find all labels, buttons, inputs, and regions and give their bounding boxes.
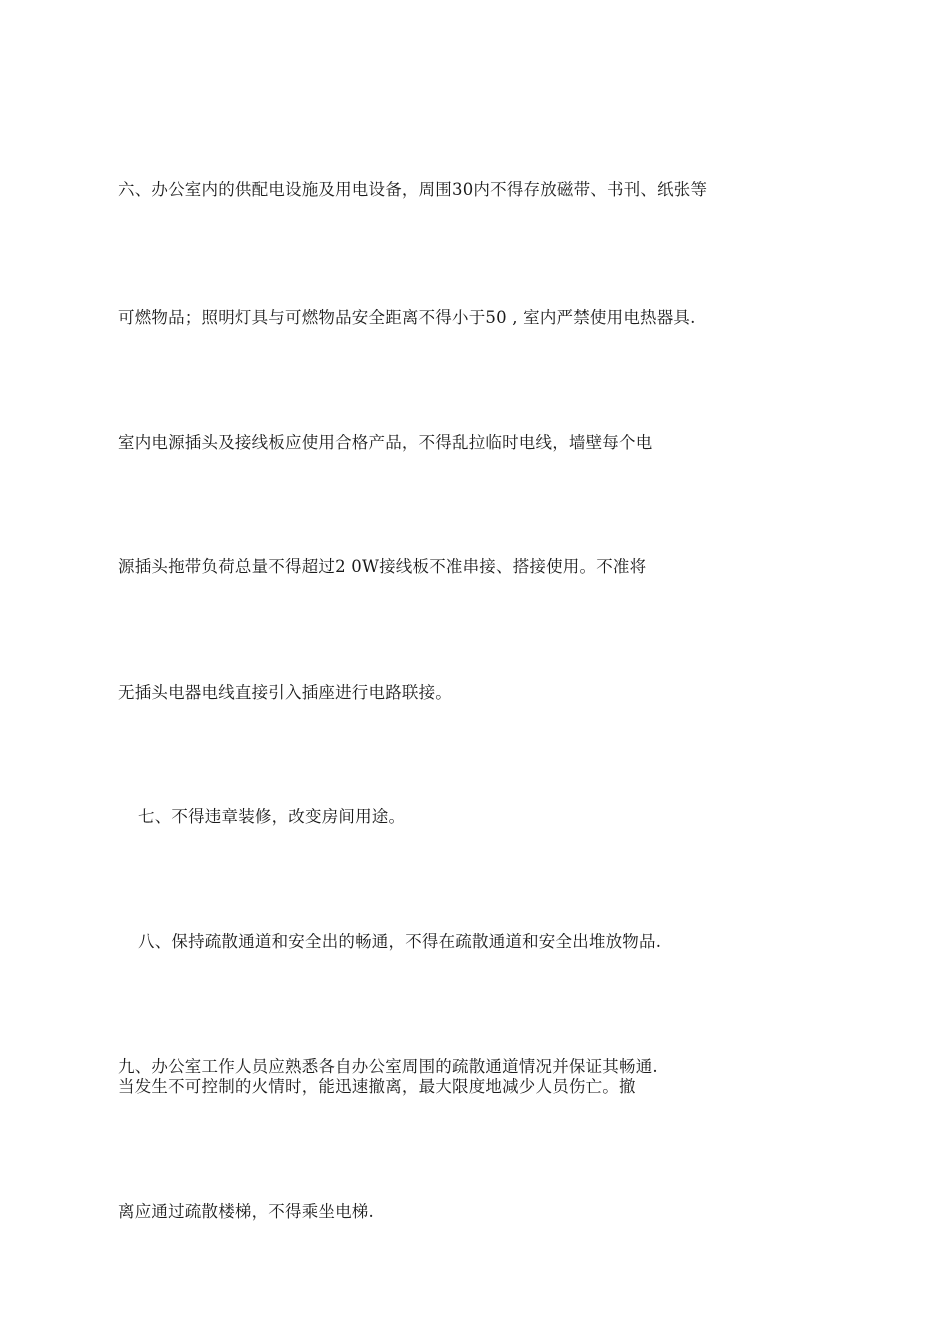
text-line: 当发生不可控制的火情时，能迅速撤离，最大限度地减少人员伤亡。撤 [118, 1077, 636, 1096]
text-line: 源插头拖带负荷总量不得超过2 0W接线板不准串接、搭接使用。不准将 [118, 557, 647, 576]
text-line: 无插头电器电线直接引入插座进行电路联接。 [118, 683, 452, 702]
text-line: 可燃物品；照明灯具与可燃物品安全距离不得小于50 , 室内严禁使用电热器具. [118, 308, 696, 327]
text-line: 室内电源插头及接线板应使用合格产品，不得乱拉临时电线，墙壁每个电 [118, 433, 653, 452]
text-line-section-9: 九、办公室工作人员应熟悉各自办公室周围的疏散通道情况并保证其畅通. [118, 1057, 658, 1076]
text-line-section-8: 八、保持疏散通道和安全出的畅通，不得在疏散通道和安全出堆放物品. [138, 932, 662, 951]
text-line-section-7: 七、不得违章装修，改变房间用途。 [138, 807, 406, 826]
text-line: 离应通过疏散楼梯，不得乘坐电梯. [118, 1202, 374, 1221]
text-line-section-6: 六、办公室内的供配电设施及用电设备，周围30内不得存放磁带、书刊、纸张等 [118, 180, 708, 199]
